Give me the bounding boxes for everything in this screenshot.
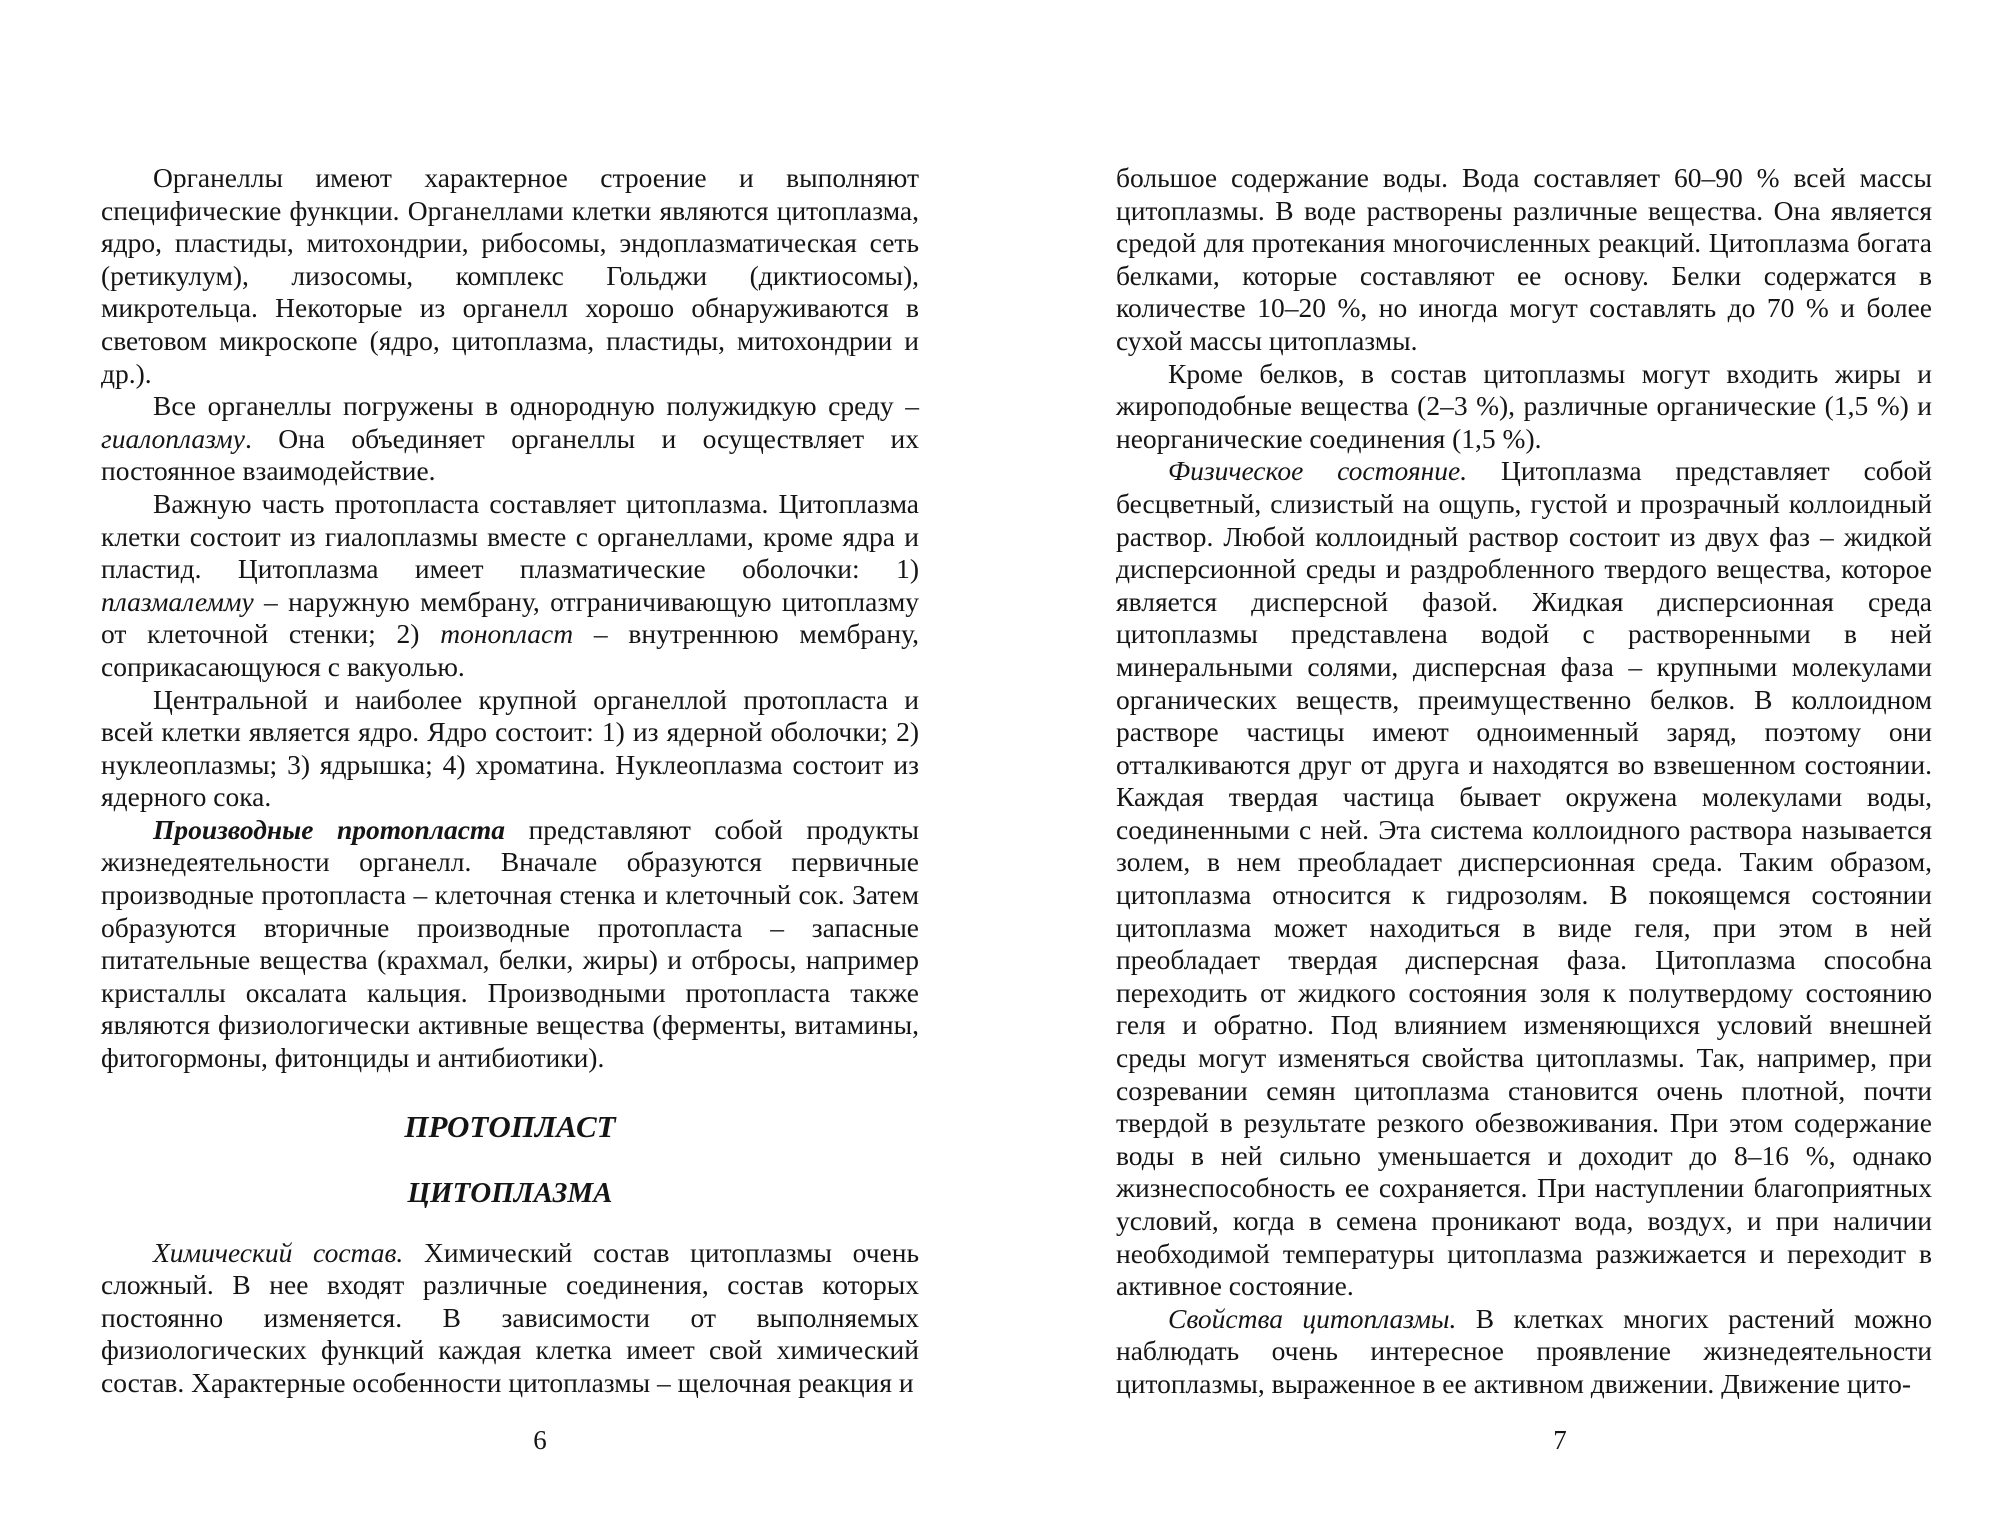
paragraph-text: Химический состав цитоплазмы очень сложный. В нее входят различные соединения, состав которых постоянно изменяется. В зависимости от выполняемых физиологических функций каждая клетка имеет свой химический состав. Характерные особенности цитоплазмы – щелочная реакция и [101,1236,919,1398]
italic-term: плазмалемму [101,585,254,617]
paragraph-text: В клетках многих растений можно наблюдать очень интересное проявление жизнедеятельности цитоплазмы, выраженное в ее активном движении. Движение цито- [1116,1302,1932,1399]
italic-term: тонопласт [440,618,574,650]
paragraph-text: – внутреннюю мембрану, соприкасающуюся с вакуолью. [101,618,919,682]
italic-term: Физическое состояние. [1168,455,1468,487]
paragraph-besides-proteins [1116,358,1932,456]
paragraph-text: Все органеллы погружены в однородную полужидкую среду – [153,390,919,422]
bold-italic-term: Производные протопласта [153,813,506,845]
paragraph-text: Важную часть протопласта составляет цитоплазма. Цитоплазма клетки состоит из гиалоплазмы вместе с органеллами, кроме ядра и пластид. Цитоплазма имеет плазматические оболочки: 1) [101,487,919,585]
paragraph-text: представляют собой продукты жизнедеятельности органелл. Вначале образуются первичные производные протопласта – клеточная стенка и клеточный сок. Затем образуются вторичные производные протопласта – запасные питательные вещества (крахмал, белки, жиры) и отбросы, например кристаллы оксалата кальция. Производными протопласта также являются физиологически активные вещества (ферменты, витамины, фитогормоны, фитонциды и антибиотики). [101,813,919,1074]
paragraph-physical-state [1116,455,1932,1302]
italic-term: Свойства цитоплазмы. [1168,1302,1457,1334]
page-number: 7 [1553,1425,1567,1455]
paragraph-text: Цитоплазма представляет собой бесцветный, слизистый на ощупь, густой и прозрачный коллоидный раствор. Любой коллоидный раствор состоит из двух фаз – жидкой дисперсионной среды и раздробленного твердого вещества, которое является дисперсной фазой. Жидкая дисперсионная среда цитоплазмы представлена водой с растворенными в ней минеральными солями, дисперсная фаза – крупными молекулами органических веществ, преимущественно белков. В коллоидном растворе частицы имеют одноименный заряд, поэтому они отталкиваются друг от друга и находятся во взвешенном состоянии. Каждая твердая частица бывает окружена молекулами воды, соединенными с ней. Эта система коллоидного раствора называется золем, в нем преобладает дисперсионная среда. Таким образом, цитоплазма относится к гидрозолям. В покоящемся состоянии цитоплазма может находиться в виде геля, при этом в ней преобладает твердая дисперсная фаза. Цитоплазма способна переходить от жидкого состояния золя к полутвердому состоянию геля и обратно. Под влиянием изменяющихся условий внешней среды могут изменяться свойства цитоплазмы. Так, например, при созревании семян цитоплазма становится очень плотной, почти твердой в результате резкого обезвоживания. При этом содержание воды в ней сильно уменьшается и доходит до 8–16 %, однако жизнеспособность ее сохраняется. При наступлении благоприятных условий, когда в семена проникают вода, воздух, и при наличии необходимой температуры цитоплазма разжижается и переходит в активное состояние. [1116,455,1932,1302]
paragraph-text: . Она объединяет органеллы и осуществляет их постоянное взаимодействие. [101,422,919,487]
subsection-heading: ЦИТОПЛАЗМА [407,1176,613,1209]
paragraph-cytoplasm-properties [1116,1303,1932,1401]
paragraph-text: Органеллы имеют характерное строение и выполняют специфические функции. Органеллами клетки являются цитоплазма, ядро, пластиды, митохондрии, рибосомы, эндоплазматическая сеть (ретикулум), лизосомы, комплекс Гольджи (диктиосомы), микротельца. Некоторые из органелл хорошо обнаруживаются в световом микроскопе (ядро, цитоплазма, пластиды, митохондрии и др.). [101,162,919,389]
page-number: 6 [533,1425,547,1455]
paragraph-text: Центральной и наиболее крупной органеллой протопласта и всей клетки является ядро. Ядро состоит: 1) из ядерной оболочки; 2) нуклеоплазмы; 3) ядрышка; 4) хроматина. Нуклеоплазма состоит из ядерного сока. [101,683,919,813]
right-text-column [1116,162,1932,1401]
section-heading: ПРОТОПЛАСТ [404,1108,616,1144]
paragraph-text: – наружную мембрану, отграничивающую цитоплазму от клеточной стенки; 2) [101,585,919,650]
paragraph-water-content [1116,162,1932,358]
paragraph-text: Кроме белков, в состав цитоплазмы могут входить жиры и жироподобные вещества (2–3 %), различные органические (1,5 %) и неорганические соединения (1,5 %). [1116,357,1932,454]
paragraph-text: большое содержание воды. Вода составляет 60–90 % всей массы цитоплазмы. В воде растворены различные вещества. Она является средой для протекания многочисленных реакций. Цитоплазма богата белками, которые составляют ее основу. Белки содержатся в количестве 10–20 %, но иногда могут составлять до 70 % и более сухой массы цитоплазмы. [1116,162,1932,356]
italic-term: гиалоплазму [101,422,245,454]
italic-term: Химический состав. [153,1236,404,1268]
